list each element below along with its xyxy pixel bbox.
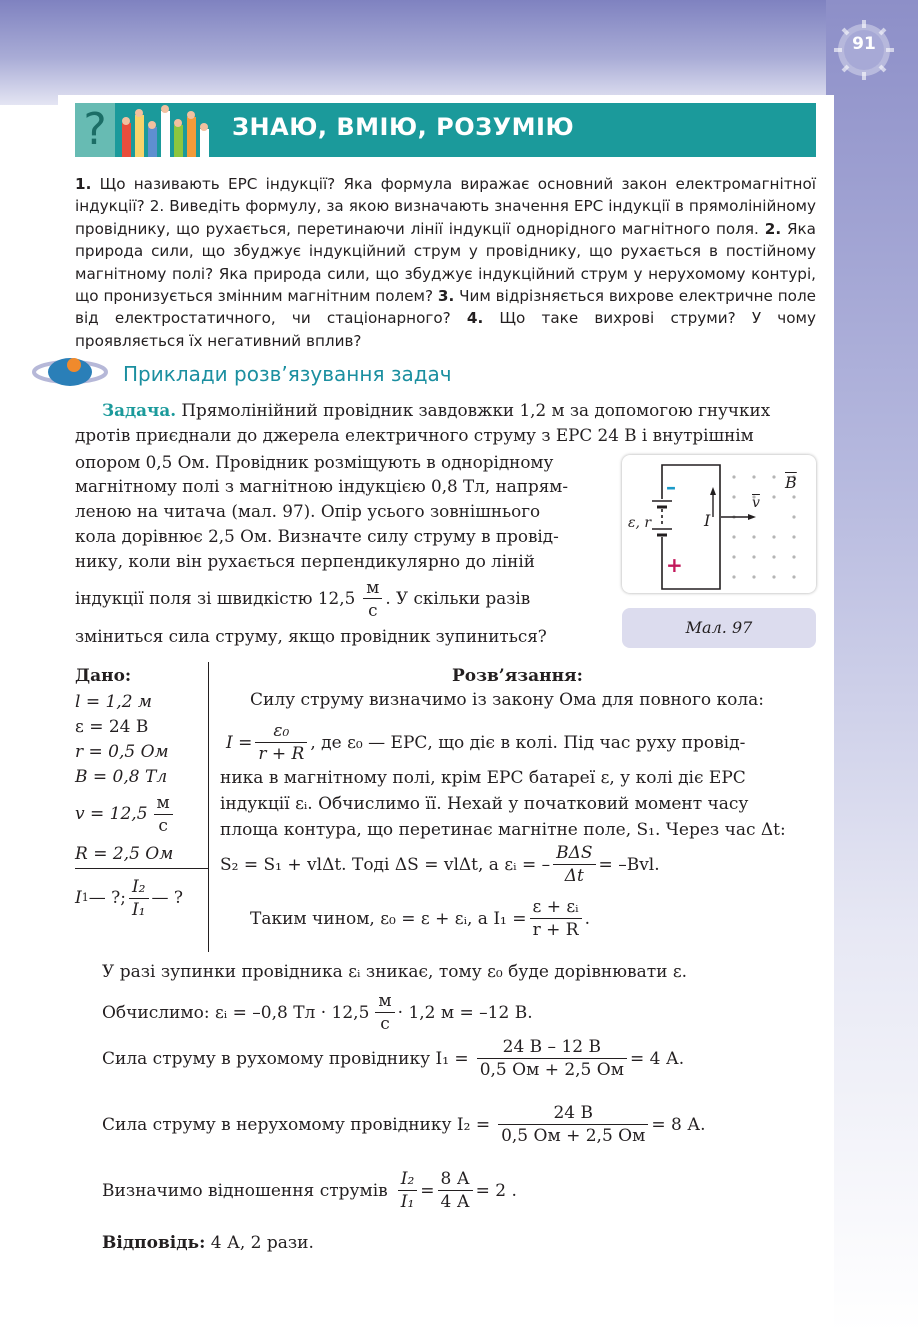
velocity-label: $\overline{v}$ <box>752 495 760 511</box>
question-text: Чим відрізняється вихрове електричне поле від електростатичного, чи стаціонарного? <box>75 287 816 328</box>
question-number: 1. <box>75 175 92 193</box>
question-mark-icon: ? <box>75 103 115 157</box>
given-v: v = 12,5 $\frac{м}{с}$ <box>75 792 176 837</box>
question-number: 3. <box>437 287 455 306</box>
solution-line: ника в магнітному полі, крім ЕРС батареї ε, у колі діє ЕРС <box>220 768 746 788</box>
task-text: . У скільки разів <box>385 588 531 609</box>
plus-sign: + <box>666 553 683 577</box>
solution-formula: I = $\frac{\text{ε₀}}{r + R}$ , де ε₀ — ЕРС, що діє в колі. Під час руху провід- <box>226 721 746 764</box>
given-find: I 1 — ?; $\frac{\text{I₂}}{\text{I₁}}$ — ? <box>75 877 184 920</box>
page-background-right <box>826 0 918 1332</box>
task-line: магнітному полі з магнітною індукцією 0,8 Тл, напрям- <box>75 476 569 496</box>
solution-line: Силу струму визначимо із закону Ома для повного кола: <box>250 690 765 710</box>
given-l: l = 1,2 м <box>75 692 153 712</box>
raised-hands-icon <box>118 103 216 157</box>
minus-sign: – <box>666 475 676 499</box>
task-line: опором 0,5 Ом. Провідник розміщують в однорідному <box>75 452 554 472</box>
question-number: 4. <box>466 309 484 328</box>
task-text: індукції поля зі швидкістю 12,5 <box>75 588 356 609</box>
solution-title: Розв’язання: <box>452 666 583 686</box>
task-line: кола дорівнює 2,5 Ом. Визначте силу струму в провід- <box>75 526 559 546</box>
question-number: 2. <box>764 219 782 238</box>
solution-line: У разі зупинки провідника εᵢ зникає, тому ε₀ буде дорівнювати ε. <box>102 962 688 982</box>
solution-formula: Визначимо відношення струмів $\frac{\text{I₂}}{\text{I₁}}$ = $\frac{8 А}{4 А}$ = 2 . <box>102 1169 517 1212</box>
figure-caption: Мал. 97 <box>622 608 816 648</box>
task-text: Прямолінійний провідник завдовжки 1,2 м за допомогою гнучких <box>176 400 771 420</box>
given-emf: ε = 24 В <box>75 717 149 737</box>
solution-formula: Обчислимо: εᵢ = –0,8 Тл · 12,5 $\frac{м}{с}$ · 1,2 м = –12 В. <box>102 991 533 1034</box>
answer-line <box>102 1233 314 1253</box>
question-text: Яка природа сили, що збуджує індукційний струм у провіднику, що рухається в постійному магнітному полі? Яка природа сили, що збуджує індукційний струм у нерухомому контурі, що пронизується змінним магнітним полем? <box>75 219 816 306</box>
question-text: Що називають ЕРС індукції? Яка формула виражає основний закон електромагнітної індукції? 2. Виведіть формулу, за якою визначають значення ЕРС індукції в прямолінійному провіднику, що рухається, перетинаючи лінії індукції однорідного магнітного поля. <box>75 175 816 238</box>
solution-formula: Таким чином, ε₀ = ε + εᵢ, а I₁ = $\frac{\text{ε + εᵢ}}{r + R}$ . <box>250 897 591 940</box>
page-number: 91 <box>852 34 876 54</box>
task-line <box>102 398 770 423</box>
task-line <box>75 576 530 621</box>
solution-formula: S₂ = S₁ + vlΔt. Тоді ΔS = vlΔt, а εᵢ = – $\frac{\text{BΔS}}{\Delta t}$ = –Bvl. <box>220 843 660 886</box>
solution-formula: Сила струму в рухомому провіднику I₁ = $\frac{24 В - 12 В}{0,5 Ом + 2,5 Ом}$ = 4 А. <box>102 1037 685 1080</box>
answer-label: Відповідь: <box>102 1233 206 1253</box>
solution-line: індукції εᵢ. Обчислимо її. Нехай у початковий момент часу <box>220 794 749 814</box>
solution-formula: Сила струму в нерухомому провіднику I₂ = $\frac{24 В}{0,5 Ом + 2,5 Ом}$ = 8 А. <box>102 1103 706 1146</box>
given-B: B = 0,8 Тл <box>75 767 168 787</box>
figure-97 <box>622 455 816 593</box>
task-line: леною на читача (мал. 97). Опір усього зовнішнього <box>75 501 541 521</box>
task-line: нику, коли він рухається перпендикулярно до ліній <box>75 551 535 571</box>
field-label: $\overline{B}$ <box>785 473 797 492</box>
task-line: дротів приєднали до джерела електричного струму з ЕРС 24 В і внутрішнім <box>75 425 754 445</box>
question-text: Що таке вихрові струми? У чому проявляється їх негативний вплив? <box>75 309 816 350</box>
solution-line: площа контура, що перетинає магнітне поле, S₁. Через час Δt: <box>220 820 786 840</box>
page-background-top <box>0 0 918 105</box>
given-r: r = 0,5 Ом <box>75 742 169 762</box>
section-title: ЗНАЮ, ВМІЮ, РОЗУМІЮ <box>232 113 575 141</box>
given-title: Дано: <box>75 666 132 686</box>
column-divider <box>208 662 209 952</box>
examples-title: Приклади розв’язування задач <box>123 362 452 386</box>
emf-label: ε, r <box>628 515 652 531</box>
task-line: зміниться сила струму, якщо провідник зупиниться? <box>75 626 547 646</box>
unit-fraction: $\frac{м}{с}$ <box>363 576 382 621</box>
task-label: Задача. <box>102 400 177 420</box>
answer-text: 4 А, 2 рази. <box>205 1233 314 1253</box>
current-label: I <box>704 511 711 530</box>
review-questions <box>75 173 816 352</box>
given-R: R = 2,5 Ом <box>75 844 174 864</box>
given-divider <box>75 868 208 869</box>
examples-icon <box>30 352 110 390</box>
